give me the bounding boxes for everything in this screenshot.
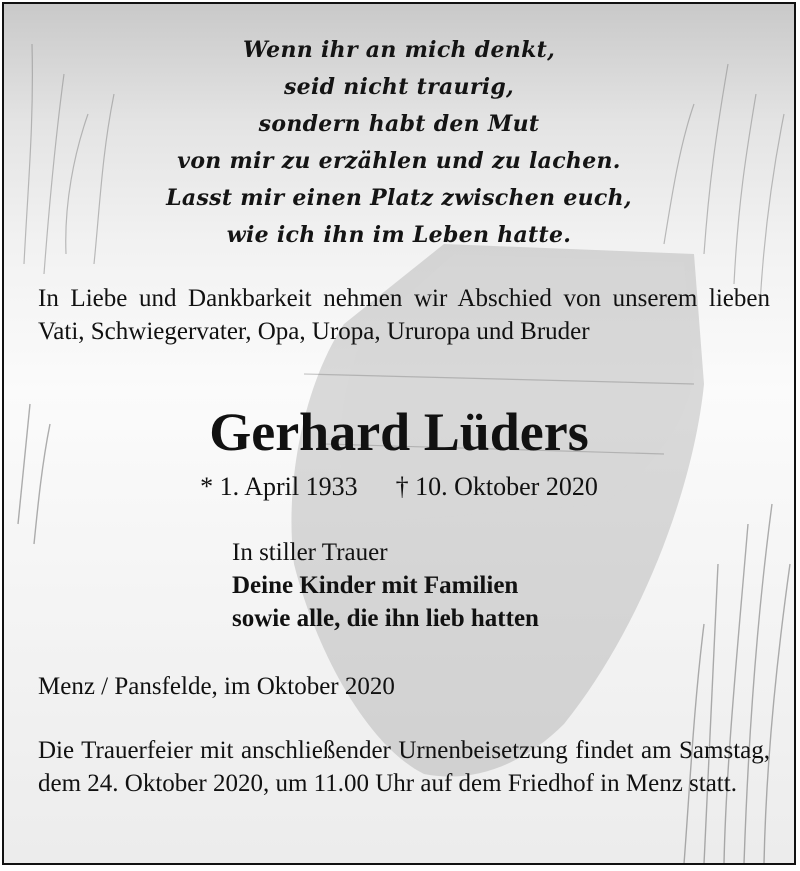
mourners-heading: In stiller Trauer [232, 539, 388, 566]
mourners-block [232, 536, 539, 635]
birth-date: * 1. April 1933 [200, 472, 358, 501]
poem-line: von mir zu erzählen und zu lachen. [177, 148, 621, 174]
poem-line: sondern habt den Mut [258, 111, 540, 137]
obituary-card [2, 2, 796, 865]
poem-line: Lasst mir einen Platz zwischen euch, [166, 185, 632, 211]
poem-line: wie ich ihn im Leben hatte. [226, 222, 572, 248]
farewell-text: In Liebe und Dankbarkeit nehmen wir Abschied von unserem lieben Vati, Schwiegervater, Opa, Uropa, Ururopa und Bruder [38, 285, 770, 345]
service-info: Die Trauerfeier mit anschließender Urnenbeisetzung findet am Samstag, dem 24. Oktober 2020, um 11.00 Uhr auf dem Friedhof in Menz statt. [38, 737, 770, 797]
life-dates [4, 470, 794, 504]
memorial-poem [4, 32, 794, 254]
place-date: Menz / Pansfelde, im Oktober 2020 [38, 673, 395, 700]
poem-line: seid nicht traurig, [283, 74, 515, 100]
mourners-others: sowie alle, die ihn lieb hatten [232, 605, 539, 632]
poem-line: Wenn ihr an mich denkt, [242, 37, 556, 63]
death-date: † 10. Oktober 2020 [395, 472, 598, 501]
deceased-name: Gerhard Lüders [209, 402, 589, 462]
mourners-family: Deine Kinder mit Familien [232, 572, 519, 599]
